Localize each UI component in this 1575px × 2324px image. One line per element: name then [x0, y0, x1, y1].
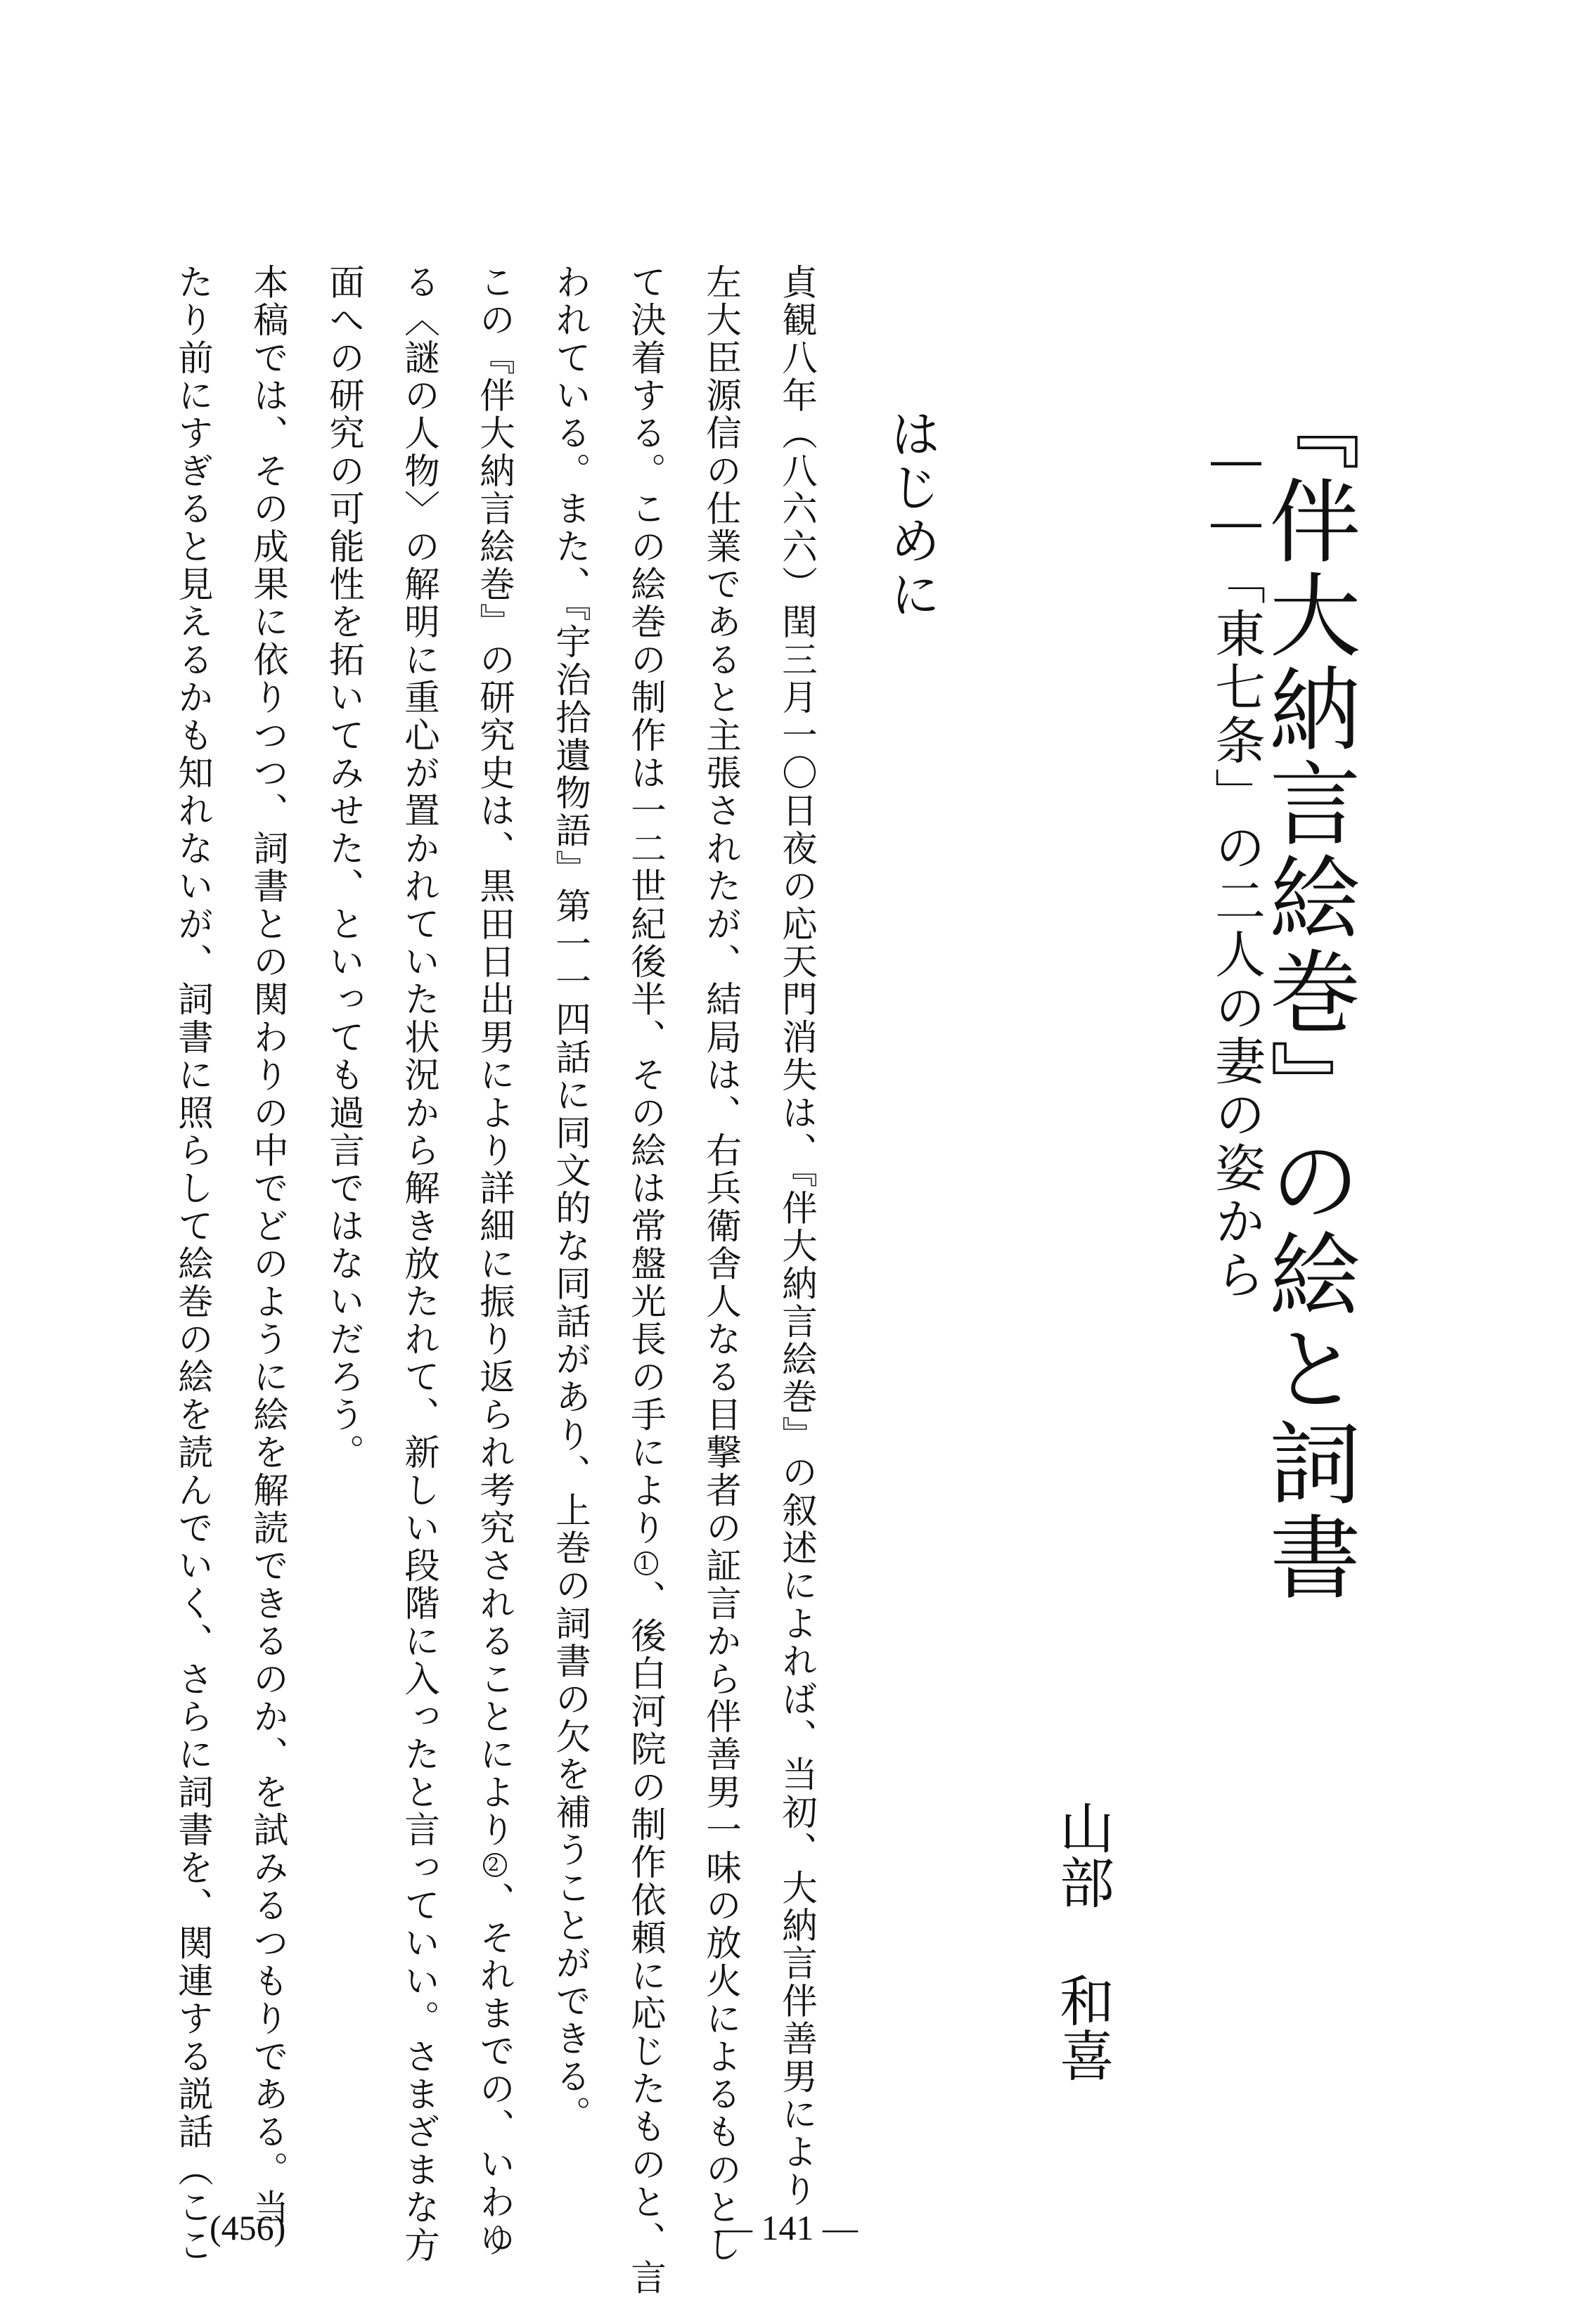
section-heading: はじめに	[882, 408, 941, 621]
author-name	[1050, 1800, 1114, 2082]
body-line-5-rest: 、それまでの、いわゆ	[474, 1881, 516, 2259]
author-family-name: 山部	[1050, 1800, 1114, 1909]
body-line-7: 面への研究の可能性を拓いてみせた、といっても過言ではないだろう。	[323, 264, 366, 1472]
body-line-5	[474, 264, 516, 2259]
body-line-1: 貞観八年（八六六）閏三月一〇日夜の応天門消失は、『伴大納言絵巻』の叙述によれば、当初、大納言伴善男により	[776, 264, 818, 2209]
body-line-9: たり前にすぎると見えるかも知れないが、詞書に照らして絵巻の絵を読んでいく、さらに詞書を、関連する説話（ここ	[172, 264, 214, 2265]
body-line-5-text: この『伴大納言絵巻』の研究史は、黒田日出男により詳細に振り返られ考究されることにより	[474, 264, 516, 1849]
body-line-3-text: て決着する。この絵巻の制作は一二世紀後半、その絵は常盤光長の手により	[625, 264, 667, 1547]
author-given-name: 和喜	[1050, 1973, 1114, 2082]
body-line-8: 本稿では、その成果に依りつつ、詞書との関わりの中でどのように絵を解読できるのか、を試みるつもりである。当	[248, 264, 290, 2227]
footnote-marker-2: 2	[483, 1853, 507, 1877]
body-line-6: る〈謎の人物〉の解明に重心が置かれていた状況から解き放たれて、新しい段階に入ったと言っていい。さまざまな方	[399, 264, 441, 2265]
article-title: 『伴大納言絵巻』の絵と詞書	[1254, 380, 1361, 1604]
footnote-marker-1: 1	[634, 1551, 658, 1575]
body-line-2: 左大臣源信の仕業であると主張されたが、結局は、右兵衛舎人なる目撃者の証言から伴善男一味の放火によるものとし	[700, 264, 742, 2265]
body-line-3	[625, 264, 667, 2297]
body-line-4: われている。また、『宇治拾遺物語』第一一四話に同文的な同話があり、上巻の詞書の欠を補うことができる。	[550, 264, 592, 2133]
page-number: — 141 —	[717, 2208, 858, 2247]
article-subtitle: ――「東七条」の二人の妻の姿から	[1207, 430, 1266, 1302]
volume-page-number: (456)	[210, 2208, 286, 2247]
body-line-3-rest: 、後白河院の制作依頼に応じたものと、言	[625, 1579, 667, 2297]
